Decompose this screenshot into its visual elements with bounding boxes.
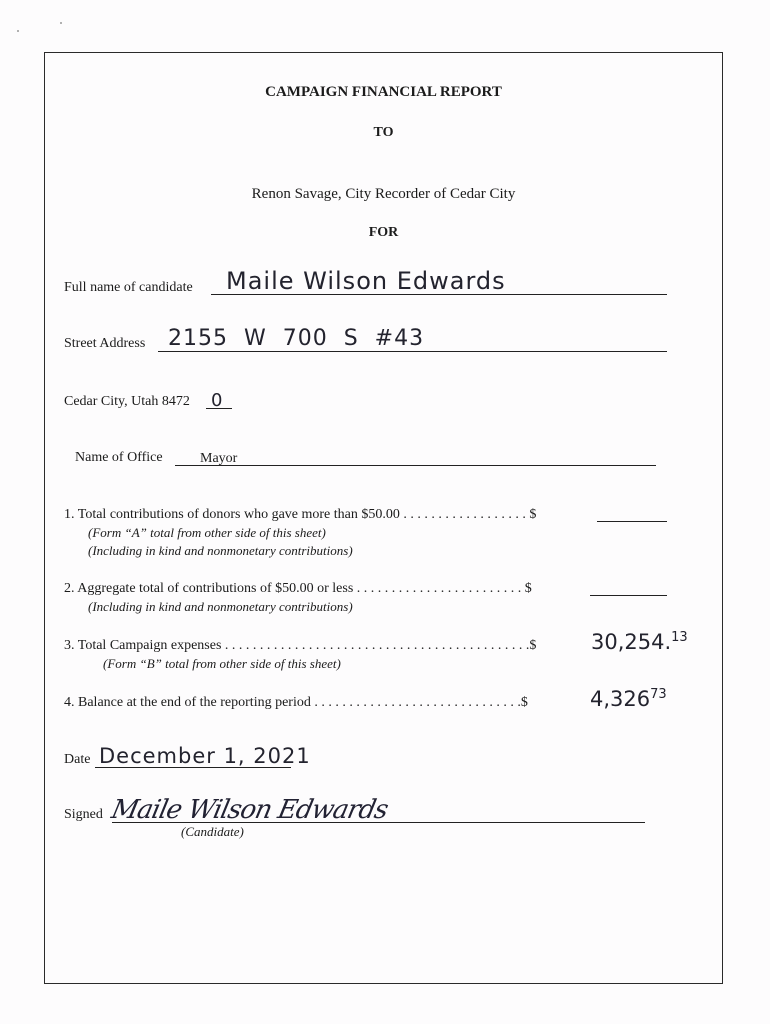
city-state-label: Cedar City, Utah 8472: [64, 394, 190, 409]
signed-label: Signed: [64, 807, 103, 822]
candidate-name-value: Maile Wilson Edwards: [226, 267, 506, 295]
street-address-line: [158, 351, 667, 352]
item-4-label: 4. Balance at the end of the reporting period . . . . . . . . . . . . . . . . . . . . . . . . . . . . . .$: [64, 695, 528, 710]
item-3-label: 3. Total Campaign expenses . . . . . . . . . . . . . . . . . . . . . . . . . . . . . . . . . . . . . . . . . . . .$: [64, 638, 537, 653]
office-line: [175, 465, 656, 466]
street-address-value: 2155 W 700 S #43: [168, 326, 425, 351]
item-3-amount: 30,254.: [591, 630, 672, 654]
item-2-label: 2. Aggregate total of contributions of $50.00 or less . . . . . . . . . . . . . . . . . . . . . . . . $: [64, 581, 532, 596]
item-3-value: [591, 630, 688, 654]
for-label: FOR: [368, 225, 399, 240]
date-value: December 1, 2021: [99, 744, 311, 768]
scan-speck: [60, 22, 62, 24]
item-1-note-form: (Form “A” total from other side of this sheet): [88, 525, 326, 540]
item-1-line: [597, 521, 667, 522]
item-2-line: [590, 595, 667, 596]
candidate-name-label: Full name of candidate: [64, 280, 193, 295]
signature-caption: (Candidate): [181, 824, 244, 839]
item-2-note-inkind: (Including in kind and nonmonetary contributions): [88, 599, 353, 614]
recipient: Renon Savage, City Recorder of Cedar City: [251, 186, 516, 202]
item-4-cents: 73: [650, 687, 667, 702]
office-value: Mayor: [200, 451, 238, 466]
report-title: CAMPAIGN FINANCIAL REPORT: [265, 84, 502, 100]
item-1-note-inkind: (Including in kind and nonmonetary contributions): [88, 543, 353, 558]
scan-speck: [17, 30, 19, 32]
street-address-label: Street Address: [64, 336, 146, 351]
signature-value: Maile Wilson Edwards: [108, 795, 391, 825]
item-1-label: 1. Total contributions of donors who gave more than $50.00 . . . . . . . . . . . . . . . . . . $: [64, 507, 537, 522]
zip-last-digit: 0: [211, 390, 224, 411]
item-3-cents: 13: [671, 630, 688, 645]
office-label: Name of Office: [75, 450, 163, 465]
item-4-amount: 4,326: [590, 687, 651, 711]
date-label: Date: [64, 752, 91, 767]
to-label: TO: [373, 125, 394, 140]
item-4-value: [590, 687, 667, 711]
item-3-note-form: (Form “B” total from other side of this sheet): [103, 656, 341, 671]
